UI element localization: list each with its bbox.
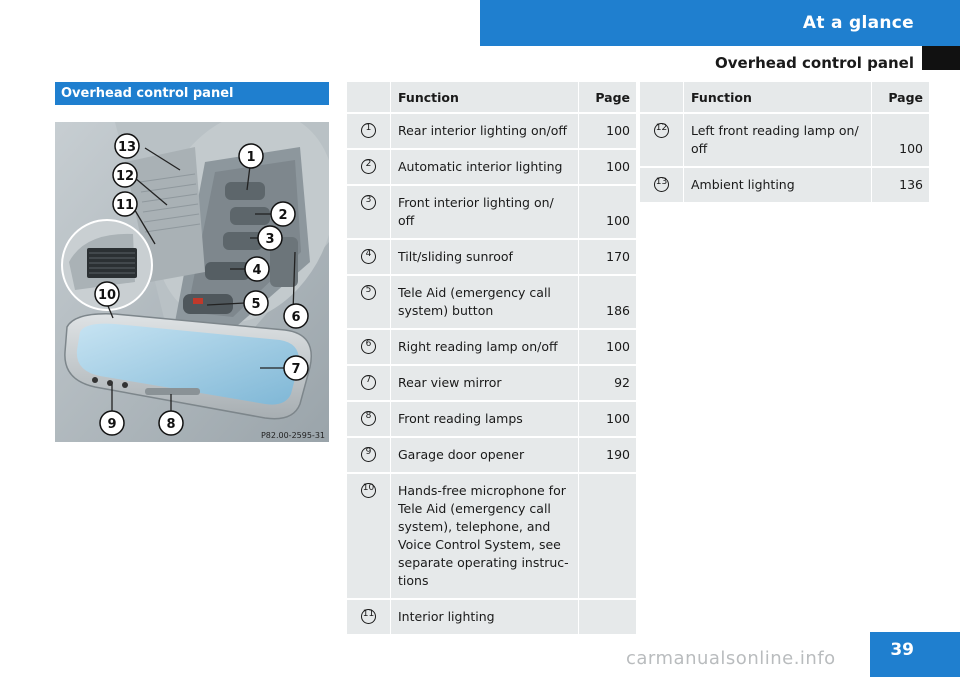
row-number-cell bbox=[347, 239, 391, 275]
header-function: Function bbox=[684, 82, 872, 113]
page-ref bbox=[579, 590, 636, 598]
function-cell bbox=[391, 401, 579, 437]
page-ref: 136 bbox=[899, 177, 923, 192]
callout-3: 3 bbox=[265, 232, 275, 247]
row-number-cell bbox=[640, 167, 684, 203]
function-text: Ambient lighting bbox=[691, 177, 795, 192]
page-cell bbox=[579, 113, 637, 149]
row-number-cell bbox=[347, 149, 391, 185]
page-ref: 100 bbox=[606, 411, 630, 426]
table-row bbox=[347, 365, 636, 401]
overhead-panel-illustration bbox=[55, 122, 329, 442]
section-title: At a glance bbox=[802, 13, 914, 33]
callout-8: 8 bbox=[166, 417, 176, 432]
table-row bbox=[347, 329, 636, 365]
function-text: Left front reading lamp on/ off bbox=[691, 123, 859, 156]
table-row bbox=[347, 473, 636, 599]
function-cell bbox=[391, 185, 579, 239]
header-number bbox=[347, 82, 391, 113]
subsection-title: Overhead control panel bbox=[715, 54, 914, 72]
function-cell bbox=[391, 239, 579, 275]
row-number-cell bbox=[347, 329, 391, 365]
page-cell bbox=[579, 473, 637, 599]
function-text: Front interior lighting on/ off bbox=[398, 195, 554, 228]
function-cell bbox=[684, 113, 872, 167]
overhead-panel-figure bbox=[55, 122, 329, 442]
page-cell bbox=[579, 401, 637, 437]
row-number-cell bbox=[347, 113, 391, 149]
figure-code: P82.00-2595-31 bbox=[260, 431, 325, 440]
row-number: 7 bbox=[361, 375, 376, 390]
page-cell bbox=[579, 239, 637, 275]
function-cell bbox=[391, 365, 579, 401]
page-number-box bbox=[870, 632, 960, 677]
row-number-cell bbox=[640, 113, 684, 167]
function-text: Front reading lamps bbox=[398, 411, 523, 426]
function-text: Rear view mirror bbox=[398, 375, 502, 390]
page-ref: 190 bbox=[606, 447, 630, 462]
page-cell bbox=[579, 437, 637, 473]
header-number bbox=[640, 82, 684, 113]
table-row bbox=[347, 437, 636, 473]
function-cell bbox=[391, 437, 579, 473]
function-cell bbox=[391, 149, 579, 185]
callout-9: 9 bbox=[107, 417, 117, 432]
callout-6: 6 bbox=[291, 310, 301, 325]
function-text: Right reading lamp on/off bbox=[398, 339, 558, 354]
row-number: 2 bbox=[361, 159, 376, 174]
function-text: Garage door opener bbox=[398, 447, 525, 462]
function-cell bbox=[391, 275, 579, 329]
header-page: Page bbox=[579, 82, 637, 113]
watermark: carmanualsonline.info bbox=[626, 648, 836, 669]
page-ref bbox=[579, 626, 636, 634]
page-ref: 170 bbox=[606, 249, 630, 264]
function-table-2 bbox=[640, 82, 929, 204]
row-number-cell bbox=[347, 275, 391, 329]
table-row bbox=[347, 599, 636, 635]
table-header-row bbox=[640, 82, 929, 113]
callout-10: 10 bbox=[97, 288, 117, 303]
page-ref: 100 bbox=[606, 213, 630, 228]
function-table-1 bbox=[347, 82, 636, 636]
function-text: Tilt/sliding sunroof bbox=[398, 249, 513, 264]
page-number: 39 bbox=[890, 640, 914, 660]
callout-1: 1 bbox=[246, 150, 256, 165]
row-number-cell bbox=[347, 599, 391, 635]
page-cell bbox=[579, 329, 637, 365]
page-ref: 92 bbox=[614, 375, 630, 390]
table-row bbox=[347, 275, 636, 329]
function-cell bbox=[391, 473, 579, 599]
row-number-cell bbox=[347, 401, 391, 437]
row-number-cell bbox=[347, 365, 391, 401]
row-number: 8 bbox=[361, 411, 376, 426]
row-number: 5 bbox=[361, 285, 376, 300]
row-number-cell bbox=[347, 185, 391, 239]
row-number-cell bbox=[347, 437, 391, 473]
page-cell bbox=[579, 365, 637, 401]
callout-5: 5 bbox=[251, 297, 261, 312]
callout-11: 11 bbox=[115, 198, 135, 213]
function-text: Interior lighting bbox=[398, 609, 495, 624]
row-number-cell bbox=[347, 473, 391, 599]
page-cell bbox=[579, 185, 637, 239]
page-ref: 100 bbox=[606, 339, 630, 354]
table-row bbox=[640, 113, 929, 167]
page-ref: 186 bbox=[606, 303, 630, 318]
function-text: Rear interior lighting on/off bbox=[398, 123, 567, 138]
callout-13: 13 bbox=[117, 140, 137, 155]
page-cell bbox=[579, 149, 637, 185]
row-number: 12 bbox=[654, 123, 669, 138]
callout-4: 4 bbox=[252, 263, 262, 278]
table-row bbox=[347, 239, 636, 275]
page-cell bbox=[579, 599, 637, 635]
table-row bbox=[347, 149, 636, 185]
header-page: Page bbox=[872, 82, 930, 113]
function-cell bbox=[391, 113, 579, 149]
callout-2: 2 bbox=[278, 208, 288, 223]
table-header-row bbox=[347, 82, 636, 113]
figure-heading: Overhead control panel bbox=[55, 82, 329, 105]
row-number: 10 bbox=[361, 483, 376, 498]
table-row bbox=[347, 185, 636, 239]
page-cell bbox=[872, 167, 930, 203]
page-cell bbox=[872, 113, 930, 167]
function-text: Hands-free microphone for Tele Aid (emergency call system), telephone, and Voice Control System, see separate operating instruc- tions bbox=[398, 483, 569, 588]
function-text: Tele Aid (emergency call system) button bbox=[398, 285, 551, 318]
page-cell bbox=[579, 275, 637, 329]
header-function: Function bbox=[391, 82, 579, 113]
page-ref: 100 bbox=[606, 159, 630, 174]
table-row bbox=[347, 401, 636, 437]
table-row bbox=[347, 113, 636, 149]
row-number: 9 bbox=[361, 447, 376, 462]
row-number: 4 bbox=[361, 249, 376, 264]
function-cell bbox=[391, 329, 579, 365]
row-number: 11 bbox=[361, 609, 376, 624]
function-text: Automatic interior lighting bbox=[398, 159, 563, 174]
function-cell bbox=[391, 599, 579, 635]
page-ref: 100 bbox=[606, 123, 630, 138]
row-number: 3 bbox=[361, 195, 376, 210]
function-cell bbox=[684, 167, 872, 203]
callout-12: 12 bbox=[115, 169, 135, 184]
table-row bbox=[640, 167, 929, 203]
tab-marker bbox=[922, 46, 960, 70]
row-number: 13 bbox=[654, 177, 669, 192]
page-ref: 100 bbox=[899, 141, 923, 156]
row-number: 6 bbox=[361, 339, 376, 354]
callout-7: 7 bbox=[291, 362, 301, 377]
row-number: 1 bbox=[361, 123, 376, 138]
